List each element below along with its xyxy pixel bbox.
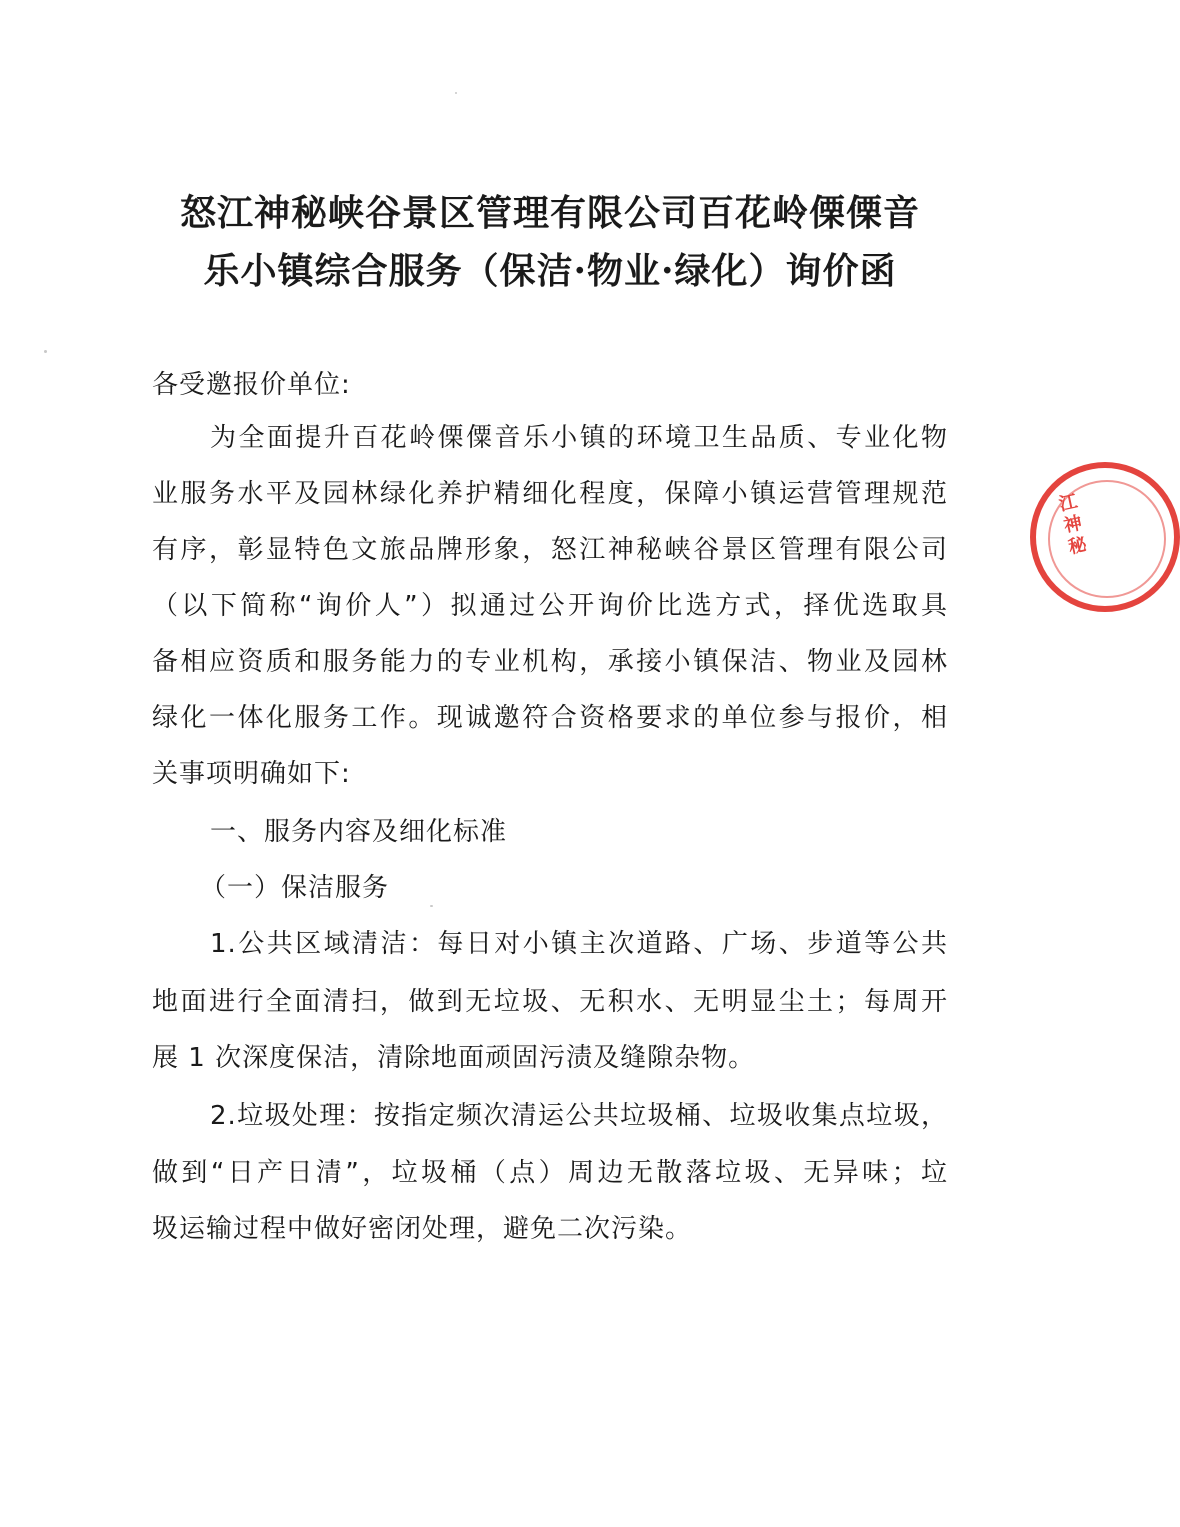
body-line: 地面进行全面清扫，做到无垃圾、无积水、无明显尘土；每周开 (152, 987, 948, 1017)
body-line: 为全面提升百花岭傈僳音乐小镇的环境卫生品质、专业化物 (210, 423, 948, 453)
body-line: 1.公共区域清洁：每日对小镇主次道路、广场、步道等公共 (210, 929, 948, 959)
body-line: （以下简称“询价人”）拟通过公开询价比选方式，择优选取具 (152, 591, 948, 621)
document-title-line-1: 怒江神秘峡谷景区管理有限公司百花岭傈傈音 (179, 192, 920, 234)
body-line: 绿化一体化服务工作。现诚邀符合资格要求的单位参与报价，相 (152, 703, 948, 733)
scan-speck (455, 92, 457, 94)
body-line: 备相应资质和服务能力的专业机构，承接小镇保洁、物业及园林 (152, 647, 948, 677)
document-title-line-2: 乐小镇综合服务（保洁·物业·绿化）询价函 (203, 250, 897, 292)
body-line: 业服务水平及园林绿化养护精细化程度，保障小镇运营管理规范 (152, 479, 948, 509)
body-line: 关事项明确如下: (152, 759, 351, 789)
scan-speck (44, 350, 47, 353)
body-line: 展 1 次深度保洁，清除地面顽固污渍及缝隙杂物。 (152, 1043, 756, 1073)
official-seal (1030, 462, 1180, 612)
section-heading: 一、服务内容及细化标准 (210, 817, 508, 847)
body-line: 2.垃圾处理：按指定频次清运公共垃圾桶、垃圾收集点垃圾， (210, 1101, 948, 1131)
body-line: 圾运输过程中做好密闭处理，避免二次污染。 (152, 1214, 693, 1244)
subsection-heading: （一）保洁服务 (200, 873, 390, 903)
seal-text: 江神秘 (1057, 491, 1089, 559)
body-line: 有序，彰显特色文旅品牌形象，怒江神秘峡谷景区管理有限公司 (152, 535, 948, 565)
body-line: 做到“日产日清”，垃圾桶（点）周边无散落垃圾、无异味；垃 (152, 1158, 948, 1188)
scan-speck (430, 905, 433, 907)
salutation: 各受邀报价单位: (152, 370, 351, 400)
